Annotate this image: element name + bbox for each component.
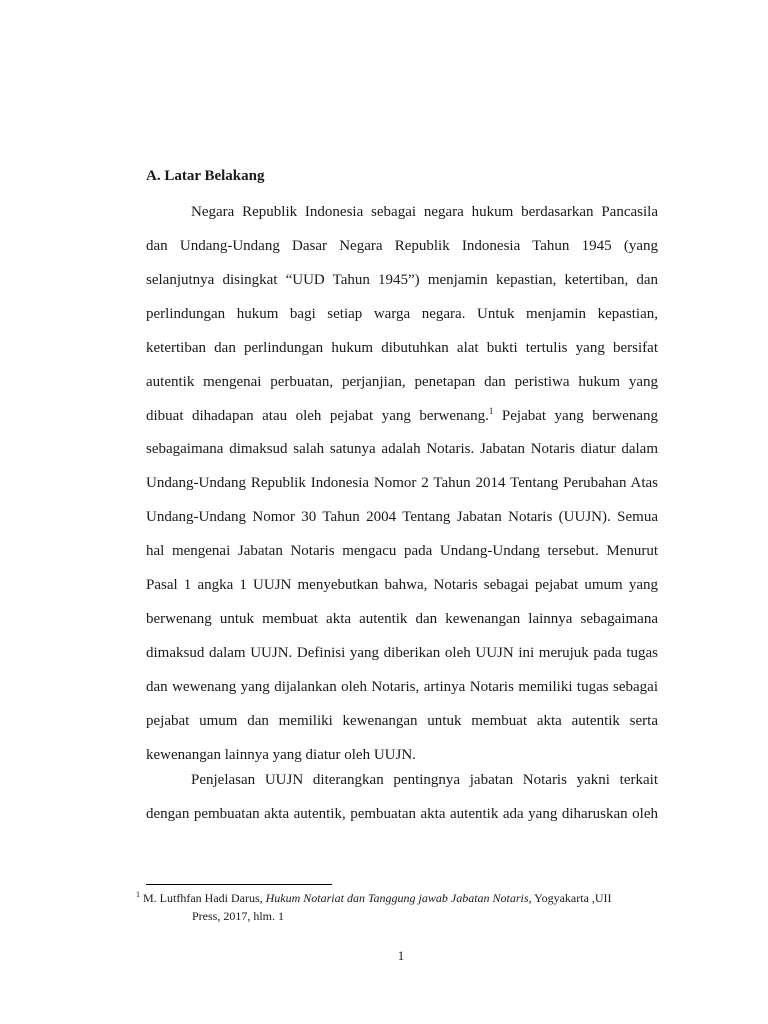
text-line: dengan pembuatan akta autentik, pembuatan akta autentik ada yang diharuskan oleh [146,805,658,822]
footnote-separator [146,884,332,885]
text-line: perlindungan hukum bagi setiap warga negara. Untuk menjamin kepastian, [146,305,658,322]
text-line-with-footnote-ref [146,406,658,440]
footnote-number: 1 [136,890,140,899]
footnote-publisher: , Yogyakarta ,UII [528,891,612,905]
text-line: hal mengenai Jabatan Notaris mengacu pada Undang-Undang tersebut. Menurut [146,543,658,560]
paragraph-2 [146,770,658,838]
paragraph-1 [146,202,658,779]
text-line: kewenangan lainnya yang diatur oleh UUJN. [146,746,416,763]
text-line: berwenang untuk membuat akta autentik dan kewenangan lainnya sebagaimana [146,611,658,628]
text-line: ketertiban dan perlindungan hukum dibutuhkan alat bukti tertulis yang bersifat [146,339,658,356]
text-line: autentik mengenai perbuatan, perjanjian, penetapan dan peristiwa hukum yang [146,373,658,390]
text-line: dan wewenang yang dijalankan oleh Notaris, artinya Notaris memiliki tugas sebagai [146,678,658,695]
footnote-title: Hukum Notariat dan Tanggung jawab Jabatan Notaris [265,891,529,905]
text-line: pejabat umum dan memiliki kewenangan untuk membuat akta autentik serta [146,712,658,729]
text-line: Pasal 1 angka 1 UUJN menyebutkan bahwa, Notaris sebagai pejabat umum yang [146,577,658,594]
footnote-line-2: Press, 2017, hlm. 1 [192,909,285,923]
text-segment: Pejabat yang berwenang [493,407,658,424]
text-line: Negara Republik Indonesia sebagai negara hukum berdasarkan Pancasila [191,204,658,220]
footnote [136,889,656,925]
text-line: dan Undang-Undang Dasar Negara Republik Indonesia Tahun 1945 (yang [146,237,658,254]
footnote-author: M. Lutfhfan Hadi Darus, [143,891,266,905]
page-number: 1 [397,948,405,963]
text-line: Penjelasan UUJN diterangkan pentingnya jabatan Notaris yakni terkait [191,772,658,788]
footnote-reference[interactable]: 1 [488,405,494,416]
section-heading: A. Latar Belakang [146,168,265,184]
text-segment: dibuat dihadapan atau oleh pejabat yang berwenang. [146,407,489,424]
text-line: selanjutnya disingkat “UUD Tahun 1945”) menjamin kepastian, ketertiban, dan [146,271,658,288]
text-line: Undang-Undang Nomor 30 Tahun 2004 Tentang Jabatan Notaris (UUJN). Semua [146,509,658,526]
text-line: sebagaimana dimaksud salah satunya adalah Notaris. Jabatan Notaris diatur dalam [146,441,658,458]
text-line: dimaksud dalam UUJN. Definisi yang diberikan oleh UUJN ini merujuk pada tugas [146,644,658,661]
text-line: Undang-Undang Republik Indonesia Nomor 2 Tahun 2014 Tentang Perubahan Atas [146,475,658,492]
